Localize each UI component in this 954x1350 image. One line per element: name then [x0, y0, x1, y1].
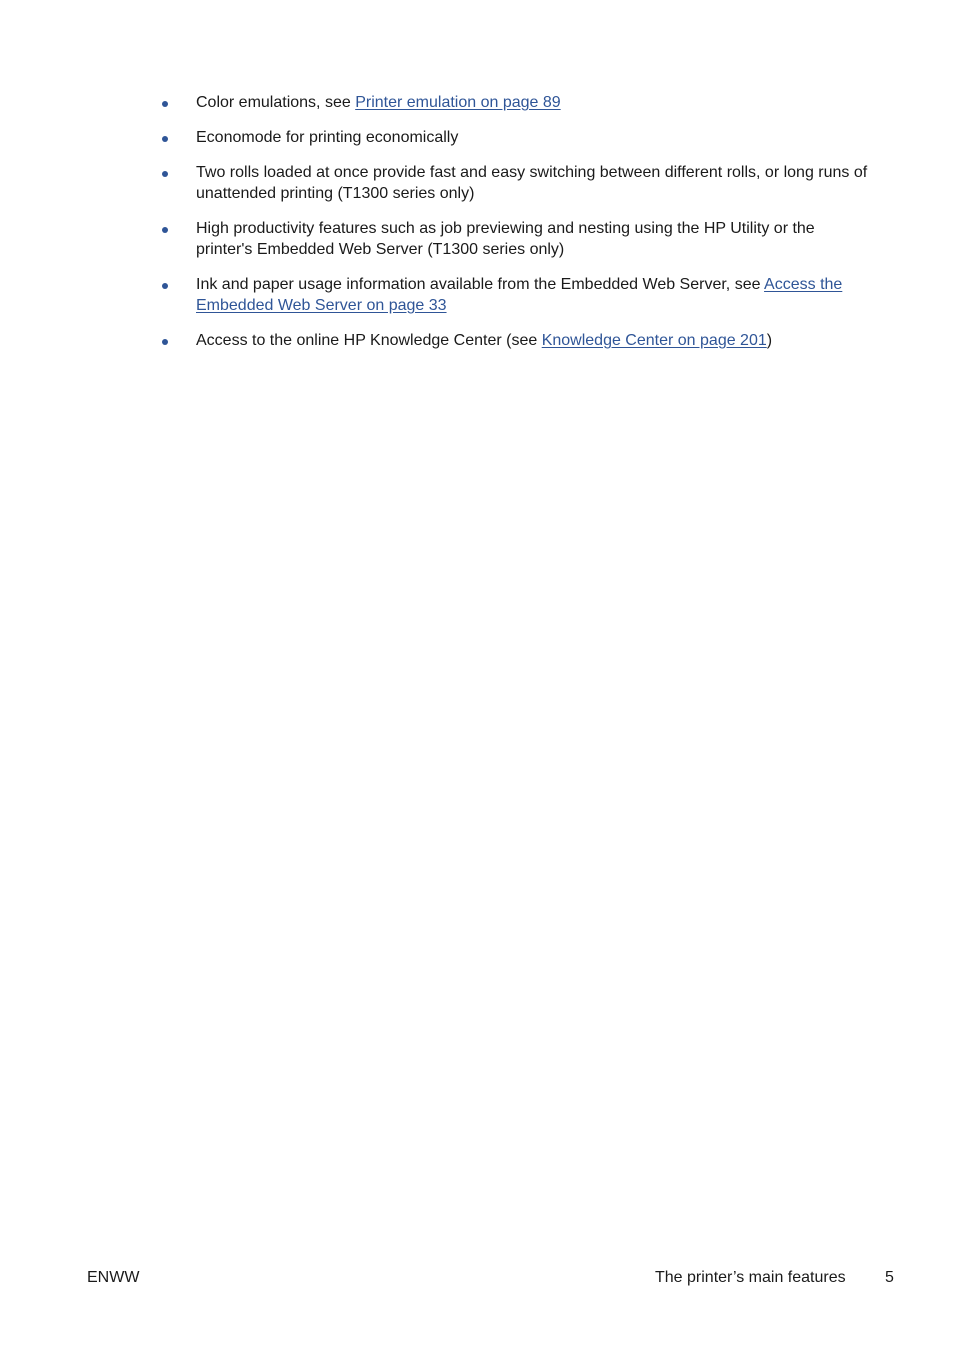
- list-item: [160, 162, 870, 204]
- list-item-text: Color emulations, see: [196, 94, 356, 111]
- bullet-icon: [162, 101, 168, 107]
- list-item-text: Economode for printing economically: [196, 129, 459, 146]
- list-item-text-after: ): [766, 332, 773, 349]
- page-number: 5: [885, 1269, 894, 1286]
- bullet-icon: [162, 227, 168, 233]
- feature-list: [160, 92, 870, 365]
- list-item-text: High productivity features such as job previewing and nesting using the HP Utility or the printer's Embedded Web Server (T1300 series only): [196, 220, 815, 258]
- list-item: [160, 330, 870, 351]
- list-item: [160, 92, 870, 113]
- bullet-icon: [162, 339, 168, 345]
- list-item-text: Access to the online HP Knowledge Center (see: [196, 332, 542, 349]
- list-item: [160, 274, 870, 316]
- link-knowledge-center[interactable]: Knowledge Center on page 201: [541, 332, 767, 349]
- bullet-icon: [162, 283, 168, 289]
- link-access-embedded-web-server[interactable]: Access the Embedded Web Server on page 33: [196, 276, 843, 314]
- list-item: [160, 218, 870, 260]
- footer-label: ENWW: [87, 1269, 140, 1286]
- list-item-text: Two rolls loaded at once provide fast and easy switching between different rolls, or long runs of unattended printing (T1300 series only): [196, 164, 868, 202]
- bullet-icon: [162, 171, 168, 177]
- list-item: [160, 127, 870, 148]
- footer-section-title: The printer’s main features: [655, 1269, 846, 1286]
- bullet-icon: [162, 136, 168, 142]
- list-item-text: Ink and paper usage information available from the Embedded Web Server, see: [196, 276, 765, 293]
- link-printer-emulation[interactable]: Printer emulation on page 89: [355, 94, 561, 111]
